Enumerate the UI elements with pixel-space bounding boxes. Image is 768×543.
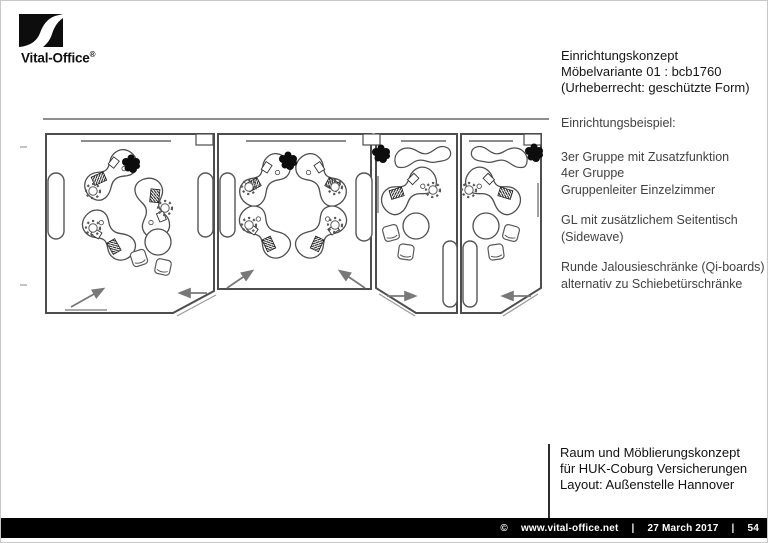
header-line: Einrichtungskonzept (561, 48, 679, 63)
header-line: Möbelvariante 01 : bcb1760 (561, 64, 722, 79)
guest-chair-icon (502, 224, 520, 242)
footer-separator: | (731, 522, 735, 534)
header-line: (Urheberrecht: geschützte Form) (561, 80, 750, 95)
room-single-left-furniture (372, 145, 451, 261)
cabinet-icon (198, 173, 213, 237)
project-line: Layout: Außenstelle Hannover (560, 477, 735, 492)
project-info (560, 445, 747, 493)
cabinet-icon (443, 241, 457, 307)
desk-icon (79, 144, 142, 205)
note-line: alternativ zu Schiebetürschränke (561, 276, 743, 291)
footer-bar (1, 518, 768, 538)
notes-paragraph (561, 149, 765, 199)
project-divider-line (548, 444, 550, 518)
project-line: für HUK-Coburg Versicherungen (560, 461, 748, 476)
note-line: Runde Jalousieschränke (Qi-boards) (561, 260, 765, 274)
desk-icon (234, 201, 295, 264)
project-line: Raum und Möblierungskonzept (560, 445, 740, 460)
cabinet-icon (356, 173, 372, 241)
guest-chair-icon (154, 258, 172, 276)
chair-icon (158, 201, 172, 215)
footer-website[interactable]: www.vital-office.net (520, 522, 619, 534)
round-table-icon (403, 213, 429, 239)
note-line: GL mit zusätzlichem Seitentisch (561, 213, 738, 227)
note-line: (Sidewave) (561, 229, 624, 244)
door-arrow-icon (227, 271, 252, 288)
guest-chair-icon (488, 244, 505, 261)
cabinet-icon (220, 173, 235, 237)
desk-icon (291, 201, 352, 264)
wall-columns (196, 134, 541, 145)
note-line: 4er Gruppe (561, 166, 625, 180)
guest-chair-icon (382, 224, 400, 242)
logo-wordmark: Vital-Office® (20, 47, 97, 66)
registered-mark: ® (89, 50, 96, 59)
footer-date: 27 March 2017 (647, 522, 719, 534)
notes-paragraph (561, 259, 765, 292)
room-group3-furniture (77, 144, 172, 276)
office-floor-plan (19, 113, 559, 325)
door-arrow-icon (71, 289, 103, 307)
room-group4-furniture (234, 148, 352, 263)
sidewave-table-icon (394, 145, 451, 168)
desk-icon (291, 148, 352, 211)
plant-icon (372, 145, 390, 164)
round-table-icon (473, 213, 499, 239)
note-line: 3er Gruppe mit Zusatzfunktion (561, 149, 730, 164)
copyright-symbol: © (500, 522, 508, 534)
furnishing-notes (561, 115, 765, 306)
cabinet-icon (463, 241, 477, 307)
concept-header (561, 48, 750, 96)
door-arrow-icon (340, 271, 365, 288)
footer-separator: | (631, 522, 635, 534)
notes-intro: Einrichtungsbeispiel: (561, 116, 676, 130)
sidewave-table-icon (471, 145, 528, 168)
round-table-icon (145, 229, 171, 255)
cabinet-icon (48, 173, 64, 239)
notes-paragraph (561, 212, 765, 245)
page-number: 54 (747, 522, 759, 534)
guest-chair-icon (398, 244, 415, 261)
note-line: Gruppenleiter Einzelzimmer (561, 182, 716, 197)
